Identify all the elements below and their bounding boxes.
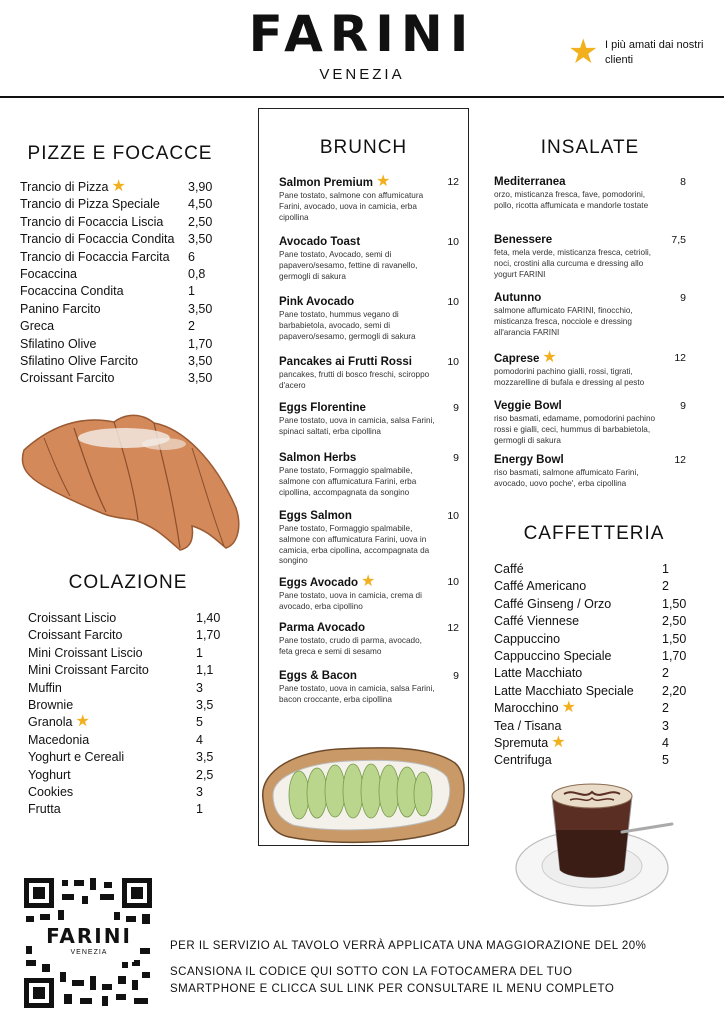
- menu-item-price: 10: [447, 236, 459, 248]
- menu-item-name: [494, 752, 552, 769]
- menu-item-price: 10: [447, 510, 459, 522]
- menu-item-name: [279, 669, 459, 683]
- menu-item-description: Pane tostato, Formaggio spalmabile, salmone con affumicatura Farini, erba cipollina, accompagnata da songino: [279, 466, 417, 497]
- menu-item-price: 9: [680, 292, 686, 304]
- star-icon: ★: [111, 178, 126, 195]
- service-note: PER IL SERVIZIO AL TAVOLO VERRÀ APPLICATA UNA MAGGIORAZIONE DEL 20%: [170, 940, 647, 952]
- menu-item: [20, 179, 220, 196]
- menu-item: [28, 714, 228, 731]
- menu-item-name: [20, 353, 138, 370]
- menu-item: [279, 401, 459, 438]
- favorites-legend: [568, 33, 718, 71]
- menu-item-label: Cappuccino Speciale: [494, 648, 612, 663]
- menu-item-name: [20, 318, 54, 335]
- menu-item: [279, 355, 459, 392]
- brand-city: VENEZIA: [319, 66, 405, 83]
- menu-item: [20, 301, 220, 318]
- menu-item-name: [494, 596, 611, 613]
- menu-item-name: [28, 767, 71, 784]
- menu-item-description: Pane tostato, uova in camicia, salsa Farini, spinaci saltati, erba cipollina: [279, 416, 435, 436]
- menu-item: [494, 735, 674, 752]
- menu-item-price: 0,8: [188, 266, 206, 281]
- menu-item-label: Spremuta: [494, 735, 549, 750]
- menu-item-price: 2,50: [662, 614, 687, 629]
- menu-item-name: [279, 575, 459, 590]
- menu-item-name: [494, 291, 686, 305]
- menu-item-label: Pink Avocado: [279, 296, 355, 308]
- menu-item-price: 2: [662, 579, 669, 594]
- menu-item-name: [20, 283, 124, 300]
- menu-item-price: 2: [662, 666, 669, 681]
- menu-item-label: Macedonia: [28, 732, 90, 747]
- menu-item-label: Caffé Viennese: [494, 614, 580, 629]
- menu-item-name: [28, 610, 116, 627]
- menu-item-label: Mediterranea: [494, 176, 566, 188]
- menu-item: [28, 784, 228, 801]
- menu-item: [494, 665, 674, 682]
- menu-item-name: [494, 683, 634, 700]
- menu-item-description: riso basmati, salmone affumicato Farini, avocado, uovo poche', erba cipollina: [494, 468, 639, 488]
- menu-item-description: Pane tostato, salmone con affumicatura Farini, avocado, uova in camicia, erba cipollina: [279, 191, 424, 222]
- menu-item-price: 3,5: [196, 697, 214, 712]
- menu-item-label: Trancio di Pizza: [20, 180, 109, 194]
- menu-item-price: 1,70: [662, 648, 687, 663]
- menu-item: [279, 175, 459, 223]
- menu-item-label: Focaccina: [20, 266, 77, 281]
- menu-item-description: Pane tostato, uova in camicia, crema di avocado, erba cipollino: [279, 591, 422, 611]
- menu-item: [494, 561, 674, 578]
- menu-item-name: [279, 295, 459, 309]
- menu-item: [28, 801, 228, 818]
- menu-item-name: [279, 621, 459, 635]
- menu-item-price: 3: [196, 680, 203, 695]
- menu-item: [20, 214, 220, 231]
- favorites-note: I più amati dai nostri clienti: [605, 39, 704, 66]
- star-icon: ★: [551, 733, 566, 751]
- menu-item-label: Frutta: [28, 802, 61, 817]
- menu-item-price: 12: [674, 352, 686, 364]
- qr-brand: FARINI: [46, 924, 132, 948]
- menu-item-label: Caffé: [494, 562, 524, 576]
- menu-item-name: [20, 231, 174, 248]
- coffee-cup-illustration: [512, 770, 682, 910]
- menu-item-price: 10: [447, 296, 459, 308]
- croissant-illustration: [14, 408, 246, 558]
- menu-item-name: [28, 784, 73, 801]
- menu-item: [28, 627, 228, 644]
- menu-item-name: [20, 179, 126, 196]
- menu-item: [28, 610, 228, 627]
- menu-item-price: 4: [196, 732, 203, 747]
- menu-item: [279, 235, 459, 282]
- menu-item-price: 9: [453, 670, 459, 682]
- menu-item-label: Eggs & Bacon: [279, 670, 357, 682]
- menu-item-name: [279, 175, 459, 190]
- menu-item: [279, 669, 459, 706]
- menu-item-name: [494, 700, 576, 717]
- menu-item-label: Avocado Toast: [279, 236, 361, 248]
- insalate-list: [494, 175, 686, 505]
- menu-item-name: [28, 801, 61, 818]
- menu-item-label: Mini Croissant Liscio: [28, 645, 143, 660]
- menu-item-name: [494, 665, 582, 682]
- menu-item: [20, 283, 220, 300]
- menu-item-name: [28, 697, 73, 714]
- menu-item-price: 4: [662, 735, 669, 750]
- menu-item-label: Marocchino: [494, 701, 559, 716]
- menu-item-name: [28, 732, 89, 749]
- menu-item-price: 12: [447, 176, 459, 188]
- menu-item: [20, 370, 220, 387]
- menu-item-price: 5: [196, 715, 203, 730]
- brunch-list: [279, 175, 459, 715]
- menu-item-price: 8: [680, 176, 686, 188]
- menu-item: [279, 509, 459, 567]
- menu-item: [20, 353, 220, 370]
- menu-item: [28, 697, 228, 714]
- menu-item-label: Latte Macchiato: [494, 666, 583, 681]
- menu-item: [279, 451, 459, 498]
- menu-item-price: 9: [453, 402, 459, 414]
- section-title-caffetteria: CAFFETTERIA: [523, 523, 665, 544]
- menu-item-name: [20, 301, 101, 318]
- menu-item-label: Trancio di Pizza Speciale: [20, 197, 160, 212]
- menu-item-label: Tea / Tisana: [494, 718, 562, 733]
- menu-item: [20, 231, 220, 248]
- menu-item-description: Pane tostato, Avocado, semi di papavero/sesamo, fettine di ravanello, germogli di sakura: [279, 250, 418, 281]
- menu-item: [28, 662, 228, 679]
- menu-item-label: Cookies: [28, 784, 74, 799]
- menu-item-label: Sfilatino Olive: [20, 336, 97, 351]
- menu-item-name: [494, 399, 686, 413]
- header-divider: [0, 96, 724, 98]
- menu-item-label: Sfilatino Olive Farcito: [20, 353, 139, 368]
- menu-item-description: Pane tostato, crudo di parma, avocado, feta greca e semi di sesamo: [279, 636, 422, 656]
- menu-item-name: [494, 561, 524, 578]
- menu-item-label: Caprese: [494, 353, 540, 365]
- menu-item-price: 3: [662, 718, 669, 733]
- menu-item: [20, 196, 220, 213]
- menu-item-price: 3,50: [188, 232, 213, 247]
- menu-item-price: 2: [662, 701, 669, 716]
- menu-item-label: Centrifuga: [494, 753, 552, 768]
- menu-item: [20, 318, 220, 335]
- menu-item: [494, 718, 674, 735]
- menu-item-label: Veggie Bowl: [494, 400, 562, 412]
- menu-item-description: pancakes, frutti di bosco freschi, sciroppo d'acero: [279, 370, 430, 390]
- menu-item: [494, 683, 687, 700]
- menu-item-name: [20, 249, 170, 266]
- menu-item-price: 1,50: [662, 631, 687, 646]
- menu-item-name: [20, 266, 77, 283]
- menu-item-name: [494, 351, 686, 366]
- menu-item-price: 3,90: [188, 180, 213, 194]
- menu-item: [494, 175, 686, 212]
- menu-item-name: [279, 235, 459, 249]
- menu-item-label: Brownie: [28, 697, 74, 712]
- menu-item-label: Energy Bowl: [494, 454, 564, 466]
- menu-item-label: Yoghurt e Cereali: [28, 750, 125, 765]
- menu-item-name: [28, 627, 122, 644]
- menu-item: [494, 613, 687, 630]
- menu-item-price: 1,40: [196, 611, 221, 625]
- menu-item-label: Croissant Liscio: [28, 611, 117, 625]
- menu-item-label: Granola: [28, 715, 73, 730]
- qr-brand-label: [44, 924, 134, 958]
- menu-item-price: 1: [662, 562, 669, 576]
- menu-item-price: 1,70: [196, 628, 221, 643]
- menu-item-price: 6: [188, 249, 195, 264]
- menu-item-name: [20, 214, 163, 231]
- menu-item-label: Latte Macchiato Speciale: [494, 683, 634, 698]
- menu-item-price: 4,50: [188, 197, 213, 212]
- menu-item-price: 12: [674, 454, 686, 466]
- menu-item-name: [494, 175, 686, 189]
- menu-item-name: [20, 196, 160, 213]
- menu-item-name: [279, 451, 459, 465]
- menu-item-name: [28, 680, 62, 697]
- menu-item: [279, 621, 459, 658]
- menu-item-label: Parma Avocado: [279, 622, 366, 634]
- menu-item-label: Yoghurt: [28, 767, 71, 782]
- menu-item-name: [28, 714, 90, 731]
- menu-item-price: 3: [196, 784, 203, 799]
- menu-item-price: 9: [453, 452, 459, 464]
- menu-item-label: Cappuccino: [494, 631, 561, 646]
- menu-item-price: 2: [188, 319, 195, 334]
- menu-item: [494, 631, 687, 648]
- menu-item: [279, 295, 459, 342]
- brunch-box: [258, 108, 469, 846]
- menu-item: [494, 578, 674, 595]
- menu-item: [494, 233, 686, 280]
- menu-item-price: 1,1: [196, 663, 214, 678]
- menu-item-name: [494, 718, 561, 735]
- menu-item: [20, 336, 220, 353]
- menu-item-name: [279, 401, 459, 415]
- menu-item-name: [279, 509, 459, 523]
- menu-item-name: [494, 613, 579, 630]
- menu-item-description: feta, mela verde, misticanza fresca, cetrioli, noci, crostini alla curcuma e dressing allo yogurt FARINI: [494, 248, 651, 279]
- menu-item-description: Pane tostato, Formaggio spalmabile, salmone con affumicatura Farini, uova in camicia, erba cipollina, accompagnata da songino: [279, 524, 430, 566]
- menu-item-description: riso basmati, edamame, pomodorini pachino rossi e gialli, ceci, hummus di barbabietola, germogli di sakura: [494, 414, 656, 445]
- menu-item-label: Mini Croissant Farcito: [28, 663, 149, 678]
- menu-item-label: Salmon Premium: [279, 177, 373, 189]
- menu-item-price: 9: [680, 400, 686, 412]
- menu-item-price: 10: [447, 576, 459, 588]
- menu-item-price: 5: [662, 753, 669, 768]
- menu-item: [28, 749, 228, 766]
- menu-item-name: [494, 578, 586, 595]
- menu-item-name: [20, 336, 96, 353]
- menu-item: [494, 291, 686, 338]
- menu-item-name: [494, 735, 566, 752]
- scan-instructions-line2: SMARTPHONE E CLICCA SUL LINK PER CONSULTARE IL MENU COMPLETO: [170, 983, 615, 995]
- menu-item-price: 3,50: [188, 371, 213, 386]
- qr-code[interactable]: [22, 876, 154, 1010]
- section-title-pizze: PIZZE E FOCACCE: [27, 143, 213, 164]
- star-icon: ★: [361, 573, 376, 590]
- menu-item: [20, 266, 220, 283]
- menu-item-price: 1,70: [188, 336, 213, 351]
- section-title-colazione: COLAZIONE: [68, 572, 188, 593]
- menu-item-price: 1,50: [662, 596, 687, 611]
- menu-item-name: [494, 648, 611, 665]
- section-title-insalate: INSALATE: [540, 137, 640, 158]
- menu-item-price: 2,5: [196, 767, 214, 782]
- menu-item-label: Caffé Americano: [494, 579, 587, 594]
- caffetteria-list: [494, 561, 687, 770]
- menu-item: [28, 732, 228, 749]
- menu-item: [494, 648, 687, 665]
- menu-item-name: [28, 645, 143, 662]
- menu-item-name: [494, 233, 686, 247]
- colazione-list: [28, 610, 228, 819]
- scan-instructions-line1: SCANSIONA IL CODICE QUI SOTTO CON LA FOTOCAMERA DEL TUO: [170, 966, 573, 978]
- menu-item-name: [494, 631, 560, 648]
- menu-item-price: 3,50: [188, 301, 213, 316]
- menu-item-name: [20, 370, 114, 387]
- menu-item-label: Greca: [20, 319, 55, 334]
- star-icon: ★: [568, 33, 599, 71]
- menu-item-price: 2,50: [188, 214, 213, 229]
- menu-item-label: Muffin: [28, 680, 62, 695]
- menu-item-label: Eggs Avocado: [279, 577, 359, 589]
- menu-item: [494, 700, 674, 717]
- menu-item-name: [494, 453, 686, 467]
- menu-item: [494, 453, 686, 490]
- menu-item-label: Croissant Farcito: [28, 628, 123, 643]
- menu-item: [28, 680, 228, 697]
- menu-item: [494, 399, 686, 446]
- menu-item-description: pomodorini pachino gialli, rossi, tigrati, mozzarelline di bufala e dressing al pesto: [494, 367, 645, 387]
- menu-item-label: Eggs Salmon: [279, 510, 352, 522]
- menu-item: [494, 596, 687, 613]
- menu-item-label: Focaccina Condita: [20, 284, 124, 299]
- menu-item: [494, 752, 674, 769]
- menu-item: [494, 351, 686, 389]
- menu-item-label: Pancakes ai Frutti Rossi: [279, 356, 412, 368]
- menu-item-description: Pane tostato, uova in camicia, salsa Farini, bacon croccante, erba cipollina: [279, 684, 435, 704]
- menu-item: [28, 645, 228, 662]
- menu-item-label: Trancio di Focaccia Liscia: [20, 214, 164, 229]
- menu-item-label: Salmon Herbs: [279, 452, 357, 464]
- menu-item-label: Eggs Florentine: [279, 402, 366, 414]
- menu-item-label: Croissant Farcito: [20, 371, 115, 386]
- menu-item-label: Trancio di Focaccia Condita: [20, 232, 175, 247]
- avocado-toast-illustration: [259, 739, 468, 847]
- star-icon: ★: [75, 713, 90, 731]
- menu-item-label: Benessere: [494, 234, 553, 246]
- menu-item-label: Caffé Ginseng / Orzo: [494, 596, 612, 611]
- menu-item: [279, 575, 459, 613]
- menu-item-name: [279, 355, 459, 369]
- qr-city: VENEZIA: [70, 949, 108, 956]
- menu-item-price: 1: [188, 284, 195, 299]
- star-icon: ★: [542, 349, 557, 366]
- menu-item: [20, 249, 220, 266]
- menu-item-label: Trancio di Focaccia Farcita: [20, 249, 170, 264]
- pizze-list: [20, 179, 220, 388]
- menu-item-price: 3,5: [196, 750, 214, 765]
- menu-item: [28, 767, 228, 784]
- menu-item-price: 1: [196, 645, 203, 660]
- menu-item-description: salmone affumicato FARINI, finocchio, misticanza fresca, nocciole e dressing all'arancia FARINI: [494, 306, 633, 337]
- menu-item-name: [28, 662, 149, 679]
- menu-item-price: 10: [447, 356, 459, 368]
- menu-item-label: Panino Farcito: [20, 301, 101, 316]
- menu-item-price: 1: [196, 802, 203, 817]
- menu-item-price: 3,50: [188, 353, 213, 368]
- menu-item-label: Autunno: [494, 292, 542, 304]
- menu-item-price: 2,20: [662, 683, 687, 698]
- section-title-brunch: BRUNCH: [319, 137, 408, 158]
- menu-item-name: [28, 749, 124, 766]
- menu-item-price: 7,5: [671, 234, 686, 246]
- menu-item-description: Pane tostato, hummus vegano di barbabietola, avocado, semi di papavero/sesamo, germogli di sakura: [279, 310, 416, 341]
- brand-name: FARINI: [248, 5, 476, 63]
- star-icon: ★: [561, 699, 576, 717]
- menu-item-description: orzo, misticanza fresca, fave, pomodorini, pollo, ricotta affumicata e mandorle tostate: [494, 190, 649, 210]
- menu-item-price: 12: [447, 622, 459, 634]
- star-icon: ★: [375, 173, 391, 190]
